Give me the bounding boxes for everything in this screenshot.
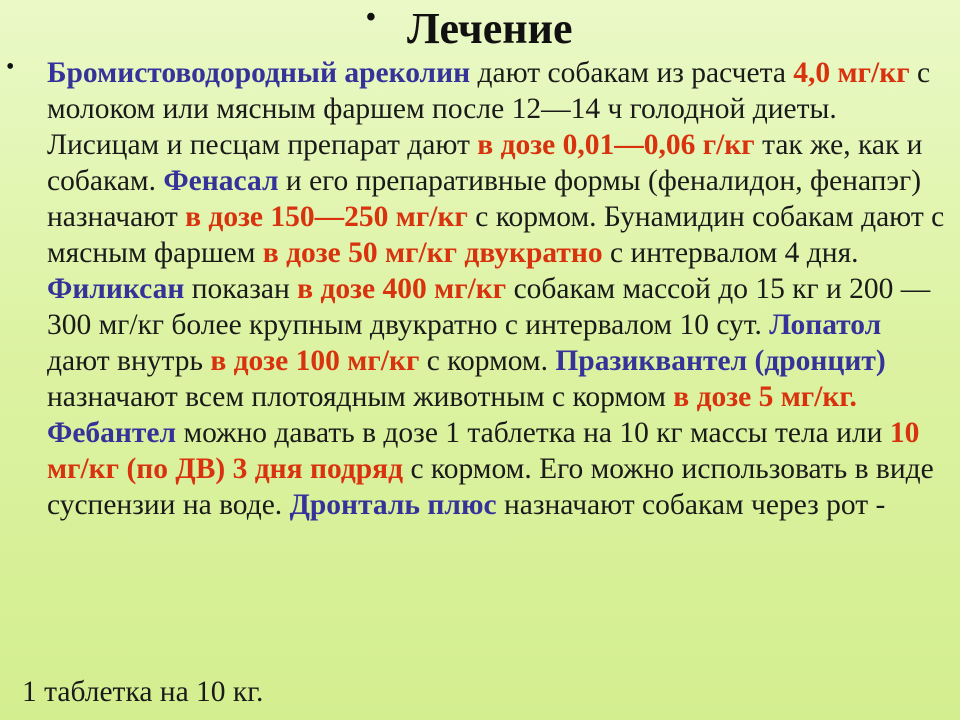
text-segment: с кормом. Бунамидин собакам дают с мясным фаршем bbox=[47, 201, 952, 269]
text-segment: с молоком или мясным фаршем после 12—14 ч голодной диеты. Лисицам и песцам препарат дают bbox=[47, 57, 938, 161]
drug-name: Празиквантел (дронцит) bbox=[555, 345, 886, 377]
drug-name: Дронталь плюс bbox=[289, 489, 497, 521]
drug-name: Фенасал bbox=[163, 165, 279, 197]
text-segment: с интервалом 4 дня. bbox=[602, 237, 866, 269]
dose-highlight: в дозе 100 мг/кг bbox=[210, 345, 420, 377]
slide-title-row bbox=[0, 0, 960, 60]
text-segment: назначают собакам через рот - bbox=[496, 489, 886, 521]
dose-highlight: 4,0 мг/кг bbox=[793, 57, 910, 89]
text-segment: и его препаративные формы (феналидон, фенапэг) назначают bbox=[47, 165, 929, 233]
dose-highlight: в дозе 5 мг/кг. bbox=[673, 381, 857, 413]
dose-highlight: в дозе 0,01—0,06 г/кг bbox=[477, 129, 755, 161]
drug-name: Лопатол bbox=[769, 309, 882, 341]
text-segment: дают собакам из расчета bbox=[470, 57, 794, 89]
drug-name: Бромистоводородный ареколин bbox=[47, 57, 471, 89]
dose-highlight: в дозе 50 мг/кг двукратно bbox=[262, 237, 603, 269]
text-segment: назначают всем плотоядным животным с кормом bbox=[47, 345, 894, 413]
dose-highlight: в дозе 150—250 мг/кг bbox=[185, 201, 468, 233]
text-segment: показан bbox=[184, 273, 298, 305]
dose-highlight: 10 мг/кг (по ДВ) 3 дня подряд bbox=[47, 417, 927, 485]
drug-name: Филиксан bbox=[47, 273, 185, 305]
dose-highlight: в дозе 400 мг/кг bbox=[297, 273, 507, 305]
text-segment bbox=[857, 381, 864, 413]
slide-title: Лечение bbox=[407, 4, 573, 53]
text-segment: можно давать в дозе 1 таблетка на 10 кг массы тела или bbox=[176, 417, 890, 449]
text-segment: с кормом. Его можно использовать в виде суспензии на воде. bbox=[47, 453, 942, 521]
dosage-footer-line: 1 таблетка на 10 кг. bbox=[22, 676, 264, 708]
text-segment: так же, как и собакам. bbox=[47, 129, 930, 197]
title-bullet-icon: • bbox=[366, 2, 376, 33]
text-segment: дают внутрь bbox=[47, 309, 889, 377]
treatment-paragraph bbox=[47, 55, 952, 523]
body-bullet-icon: • bbox=[6, 54, 15, 80]
text-segment: собакам массой до 15 кг и 200 —300 мг/кг более крупным двукратно с интервалом 10 сут. bbox=[47, 273, 931, 341]
drug-name: Фебантел bbox=[47, 417, 177, 449]
text-segment: с кормом. bbox=[419, 345, 556, 377]
